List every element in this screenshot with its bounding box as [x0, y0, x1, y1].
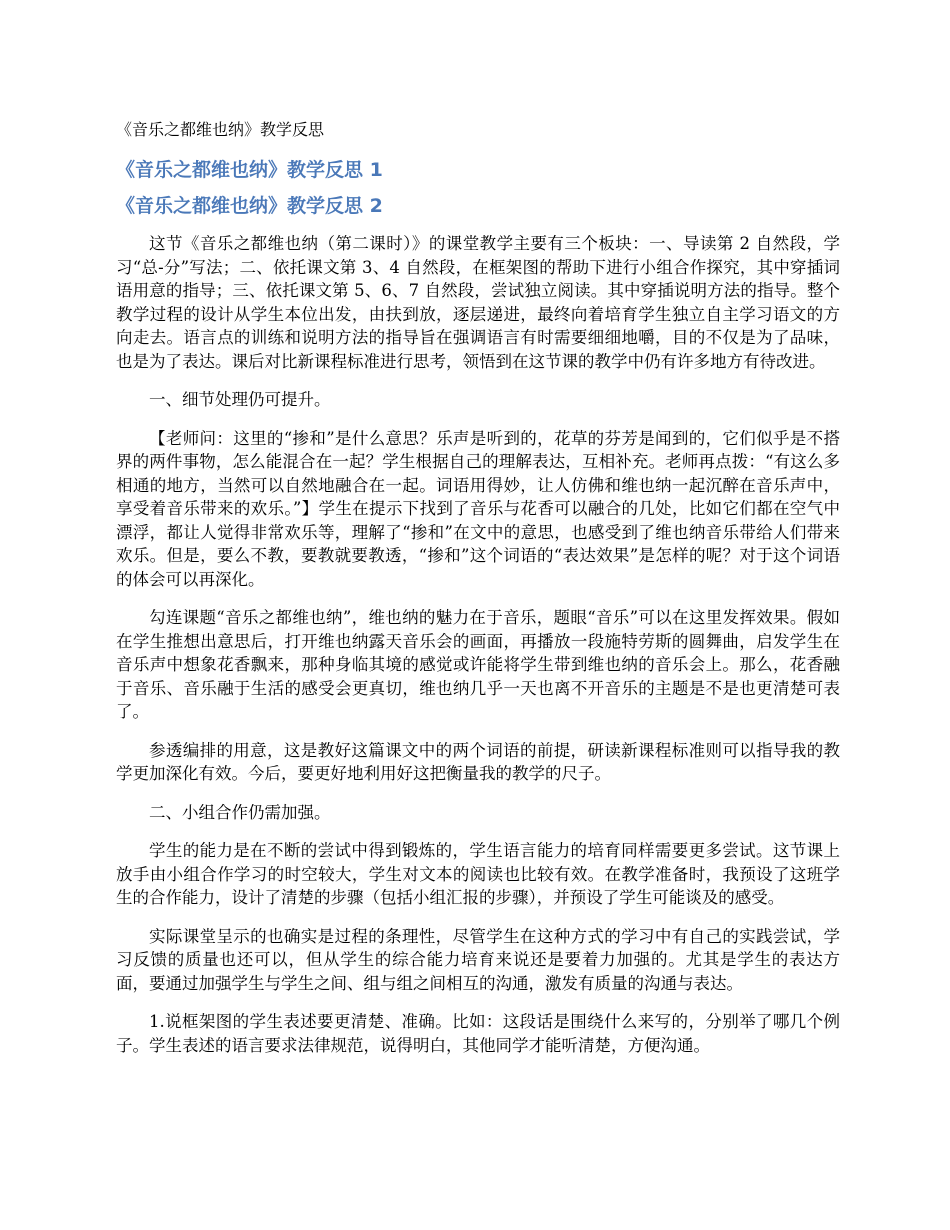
paragraph-teacher-question: 【老师问：这里的“掺和”是什么意思？乐声是听到的，花草的芬芳是闻到的，它们似乎是不搭界的两件事物，怎么能混合在一起？学生根据自己的理解表达，互相补充。老师再点拨：“有这么多相通的地方，当然可以自然地融合在一起。词语用得妙，让人仿佛和维也纳一起沉醉在音乐声中，享受着音乐带来的欢乐。”】学生在提示下找到了音乐与花香可以融合的几处，比如它们都在空气中漂浮，都让人觉得非常欢乐等，理解了“掺和”在文中的意思，也感受到了维也纳音乐带给人们带来欢乐。但是，要么不教，要教就要教透，“掺和”这个词语的“表达效果”是怎样的呢？对于这个词语的体会可以再深化。 [116, 428, 840, 589]
section-heading-2: 《音乐之都维也纳》教学反思 2 [116, 195, 383, 217]
paragraph-point-2-heading: 二、小组合作仍需加强。 [149, 802, 331, 822]
paragraph-framework-expression: 1.说框架图的学生表述要更清楚、准确。比如：这段话是围绕什么来写的，分别举了哪几个例子。学生表述的语言要求法律规范，说得明白，其他同学才能听清楚，方便沟通。 [116, 1012, 840, 1055]
section-heading-1: 《音乐之都维也纳》教学反思 1 [116, 159, 383, 181]
paragraph-classroom-reality: 实际课堂呈示的也确实是过程的条理性，尽管学生在这种方式的学习中有自己的实践尝试，学习反馈的质量也还可以，但从学生的综合能力培育来说还是要着力加强的。尤其是学生的表达方面，要通过加强学生与学生之间、组与组之间相互的沟通，激发有质量的沟通与表达。 [116, 926, 840, 993]
paragraph-curriculum: 参透编排的用意，这是教好这篇课文中的两个词语的前提，研读新课程标准则可以指导我的教学更加深化有效。今后，要更好地利用好这把衡量我的教学的尺子。 [116, 740, 840, 783]
paragraph-music-link: 勾连课题“音乐之都维也纳”，维也纳的魅力在于音乐，题眼“音乐”可以在这里发挥效果。假如在学生推想出意思后，打开维也纳露天音乐会的画面，再播放一段施特劳斯的圆舞曲，启发学生在音乐声中想象花香飘来，那种身临其境的感觉或许能将学生带到维也纳的音乐会上。那么，花香融于音乐、音乐融于生活的感受会更真切，维也纳几乎一天也离不开音乐的主题是不是也更清楚可表了。 [116, 608, 840, 721]
paragraph-intro: 这节《音乐之都维也纳（第二课时）》的课堂教学主要有三个板块：一、导读第 2 自然段，学习“总-分”写法；二、依托课文第 3、4 自然段，在框架图的帮助下进行小组合作探究，其中穿插词语用意的指导；三、依托课文第 5、6、7 自然段，尝试独立阅读。其中穿插说明方法的指导。整个教学过程的设计从学生本位出发，由扶到放，逐层递进，最终向着培育学生独立自主学习语文的方向走去。语言点的训练和说明方法的指导旨在强调语言有时需要细细地嚼，目的不仅是为了品味，也是为了表达。课后对比新课程标准进行思考，领悟到在这节课的教学中仍有许多地方有待改进。 [116, 234, 840, 371]
paragraph-group-work: 学生的能力是在不断的尝试中得到锻炼的，学生语言能力的培育同样需要更多尝试。这节课上放手由小组合作学习的时空较大，学生对文本的阅读也比较有效。在教学准备时，我预设了这班学生的合作能力，设计了清楚的步骤（包括小组汇报的步骤），并预设了学生可能谈及的感受。 [116, 841, 840, 907]
document-title: 《音乐之都维也纳》教学反思 [116, 120, 325, 139]
paragraph-point-1-heading: 一、细节处理仍可提升。 [149, 390, 331, 409]
document-page [116, 118, 840, 1072]
